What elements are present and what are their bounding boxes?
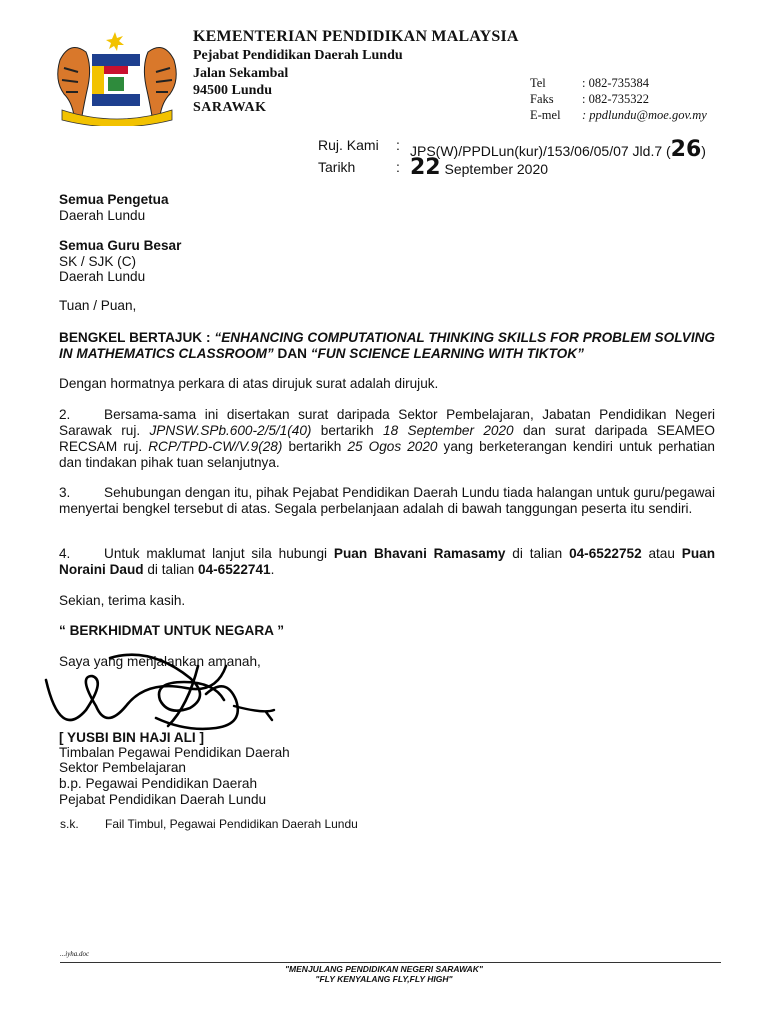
signatory-title-3: b.p. Pegawai Pendidikan Daerah: [59, 776, 257, 791]
footer-slogan-2: "FLY KENYALANG FLY,FLY HIGH": [315, 974, 453, 984]
salutation: Tuan / Puan,: [59, 298, 137, 313]
ministry-name: KEMENTERIAN PENDIDIKAN MALAYSIA: [193, 28, 519, 45]
office-name: Pejabat Pendidikan Daerah Lundu: [193, 48, 403, 63]
tel-label: Tel: [530, 76, 546, 90]
email-label: E-mel: [530, 108, 561, 122]
email-value: : ppdlundu@moe.gov.my: [582, 108, 707, 122]
recipient-group1-title: Semua Pengetua: [59, 192, 169, 207]
file-reference: ...iyha.doc: [60, 950, 90, 958]
date-colon: :: [396, 159, 400, 175]
handwritten-day: 22: [410, 155, 441, 180]
cc-label: s.k.: [60, 817, 79, 831]
date-label: Tarikh: [318, 159, 356, 175]
paragraph-1: Dengan hormatnya perkara di atas dirujuk surat adalah dirujuk.: [59, 376, 439, 391]
recipient-group2-area: Daerah Lundu: [59, 269, 146, 284]
coat-of-arms-logo: [52, 30, 182, 126]
fax-label: Faks: [530, 92, 554, 106]
closing-text: Sekian, terima kasih.: [59, 593, 186, 608]
paragraph-3: 3. Sehubungan dengan itu, pihak Pejabat Pendidikan Daerah Lundu tiada halangan untuk guru/pegawai menyertai bengkel tersebut di atas. Segala perbelanjaan adalah di bawah tanggungan peserta itu sendiri.: [59, 485, 715, 516]
letter-date: 22 September 2020: [410, 155, 549, 180]
recipient-group2-schools: SK / SJK (C): [59, 254, 137, 269]
recipient-group1-area: Daerah Lundu: [59, 208, 146, 223]
ref-colon: :: [396, 137, 400, 153]
address-state: SARAWAK: [193, 100, 267, 115]
paragraph-2: 2. Bersama-sama ini disertakan surat daripada Sektor Pembelajaran, Jabatan Pendidikan Negeri Sarawak ruj. JPNSW.SPb.600-2/5/1(40) bertarikh 18 September 2020 dan surat daripada SEAMEO RECSAM ruj. RCP/TPD-CW/V.9(28) bertarikh 25 Ogos 2020 yang berketerangan kendiri untuk perhatian dan tindakan pihak tuan selanjutnya.: [59, 407, 715, 470]
address-postcode: 94500 Lundu: [193, 83, 272, 98]
paragraph-4: 4. Untuk maklumat lanjut sila hubungi Puan Bhavani Ramasamy di talian 04-6522752 atau Puan Noraini Daud di talian 04-6522741.: [59, 546, 716, 577]
signatory-name: [ YUSBI BIN HAJI ALI ]: [59, 730, 205, 745]
subject: BENGKEL BERTAJUK : “ENHANCING COMPUTATIONAL THINKING SKILLS FOR PROBLEM SOLVING IN MATHEMATICS CLASSROOM” DAN “FUN SCIENCE LEARNING WITH TIKTOK”: [59, 330, 715, 361]
signatory-title-1: Timbalan Pegawai Pendidikan Daerah: [59, 745, 290, 760]
ref-label: Ruj. Kami: [318, 137, 379, 153]
ref-number: JPS(W)/PPDLun(kur)/153/06/05/07 Jld.7 (26): [410, 137, 706, 162]
motto: “ BERKHIDMAT UNTUK NEGARA ”: [59, 623, 285, 638]
signatory-title-2: Sektor Pembelajaran: [59, 760, 186, 775]
tel-value: : 082-735384: [582, 76, 650, 90]
footer-slogan-1: "MENJULANG PENDIDIKAN NEGERI SARAWAK": [285, 964, 483, 974]
address-street: Jalan Sekambal: [193, 66, 289, 81]
cc-text: Fail Timbul, Pegawai Pendidikan Daerah Lundu: [105, 817, 358, 831]
footer-divider: [60, 962, 721, 963]
handwritten-ref-number: 26: [670, 137, 702, 162]
recipient-group2-title: Semua Guru Besar: [59, 238, 182, 253]
fax-value: : 082-735322: [582, 92, 650, 106]
signoff: Saya yang menjalankan amanah,: [59, 654, 261, 669]
handwritten-signature: [38, 636, 318, 744]
signatory-title-4: Pejabat Pendidikan Daerah Lundu: [59, 792, 267, 807]
